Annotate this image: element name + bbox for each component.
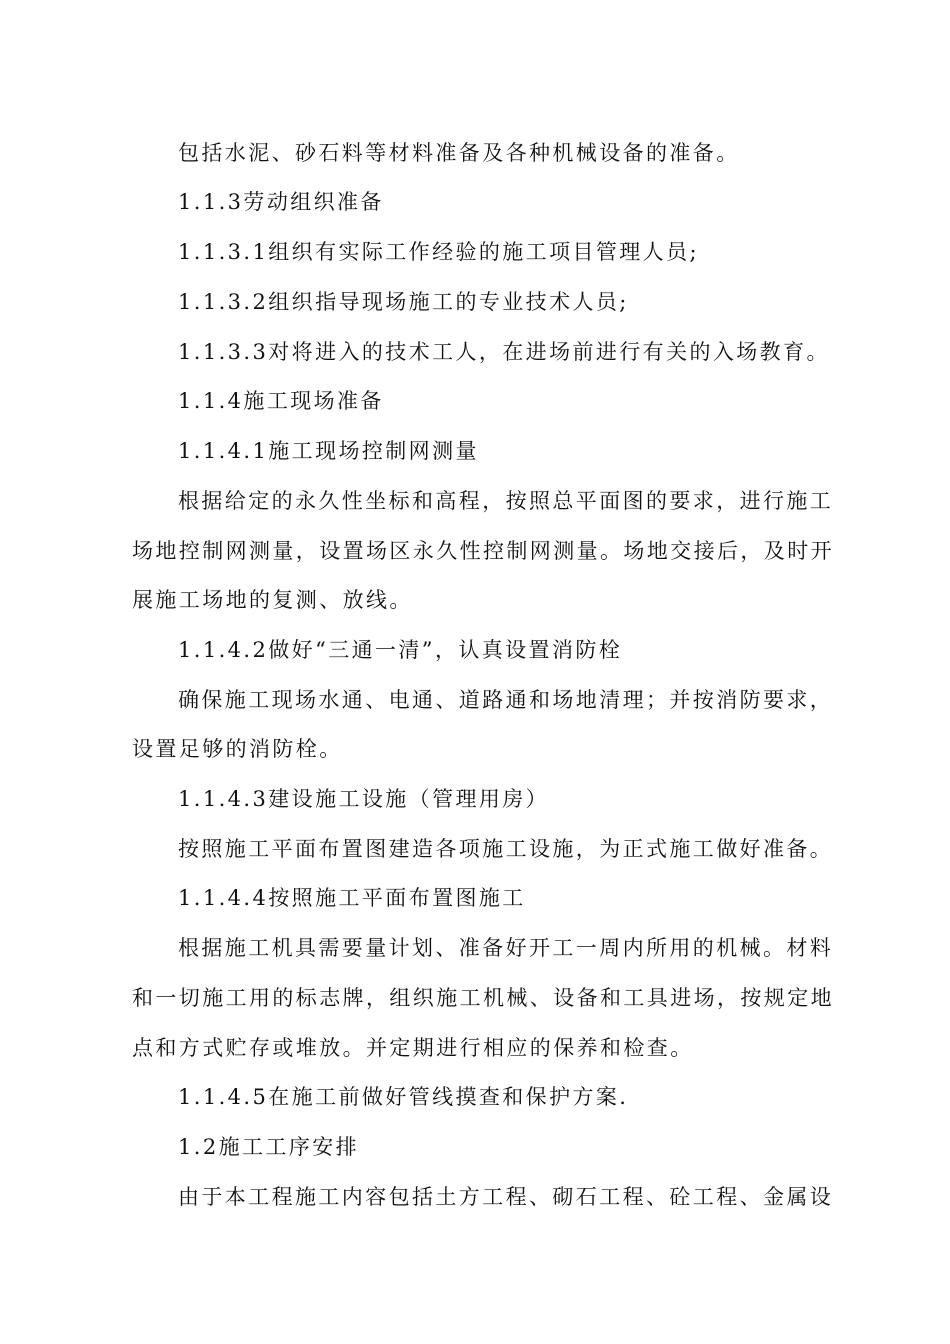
- subsection-heading: 1.1.3.2组织指导现场施工的专业技术人员;: [178, 290, 629, 314]
- body-paragraph-line: 根据施工机具需要量计划、准备好开工一周内所用的机械。材料: [178, 936, 834, 960]
- subsection-heading: 1.1.4.2做好“三通一清”，认真设置消防栓: [178, 638, 623, 662]
- subsection-heading: 1.1.3.3对将进入的技术工人，在进场前进行有关的入场教育。: [178, 340, 830, 364]
- body-paragraph-line: 包括水泥、砂石料等材料准备及各种机械设备的准备。: [178, 141, 740, 165]
- body-paragraph-line: 由于本工程施工内容包括土方工程、砌石工程、砼工程、金属设: [178, 1185, 834, 1209]
- body-paragraph-line: 设置足够的消防栓。: [132, 737, 343, 761]
- subsection-heading: 1.1.3.1组织有实际工作经验的施工项目管理人员;: [178, 240, 699, 264]
- body-paragraph-line: 根据给定的永久性坐标和高程，按照总平面图的要求，进行施工: [178, 489, 834, 513]
- body-paragraph-line: 和一切施工用的标志牌，组织施工机械、设备和工具进场，按规定地: [132, 986, 834, 1010]
- subsection-heading: 1.1.4.1施工现场控制网测量: [178, 439, 479, 463]
- section-heading: 1.2施工工序安排: [178, 1135, 359, 1159]
- body-paragraph-line: 点和方式贮存或堆放。并定期进行相应的保养和检查。: [132, 1036, 694, 1060]
- subsection-heading: 1.1.4.5在施工前做好管线摸查和保护方案.: [178, 1085, 629, 1109]
- body-paragraph-line: 按照施工平面布置图建造各项施工设施，为正式施工做好准备。: [178, 837, 834, 861]
- section-heading: 1.1.4施工现场准备: [178, 389, 384, 413]
- section-heading: 1.1.3劳动组织准备: [178, 190, 384, 214]
- body-paragraph-line: 场地控制网测量，设置场区永久性控制网测量。场地交接后，及时开: [132, 539, 834, 563]
- body-paragraph-line: 确保施工现场水通、电通、道路通和场地清理；并按消防要求，: [178, 688, 834, 712]
- subsection-heading: 1.1.4.3建设施工设施（管理用房）: [178, 787, 550, 811]
- body-paragraph-line: 展施工场地的复测、放线。: [132, 588, 413, 612]
- subsection-heading: 1.1.4.4按照施工平面布置图施工: [178, 886, 526, 910]
